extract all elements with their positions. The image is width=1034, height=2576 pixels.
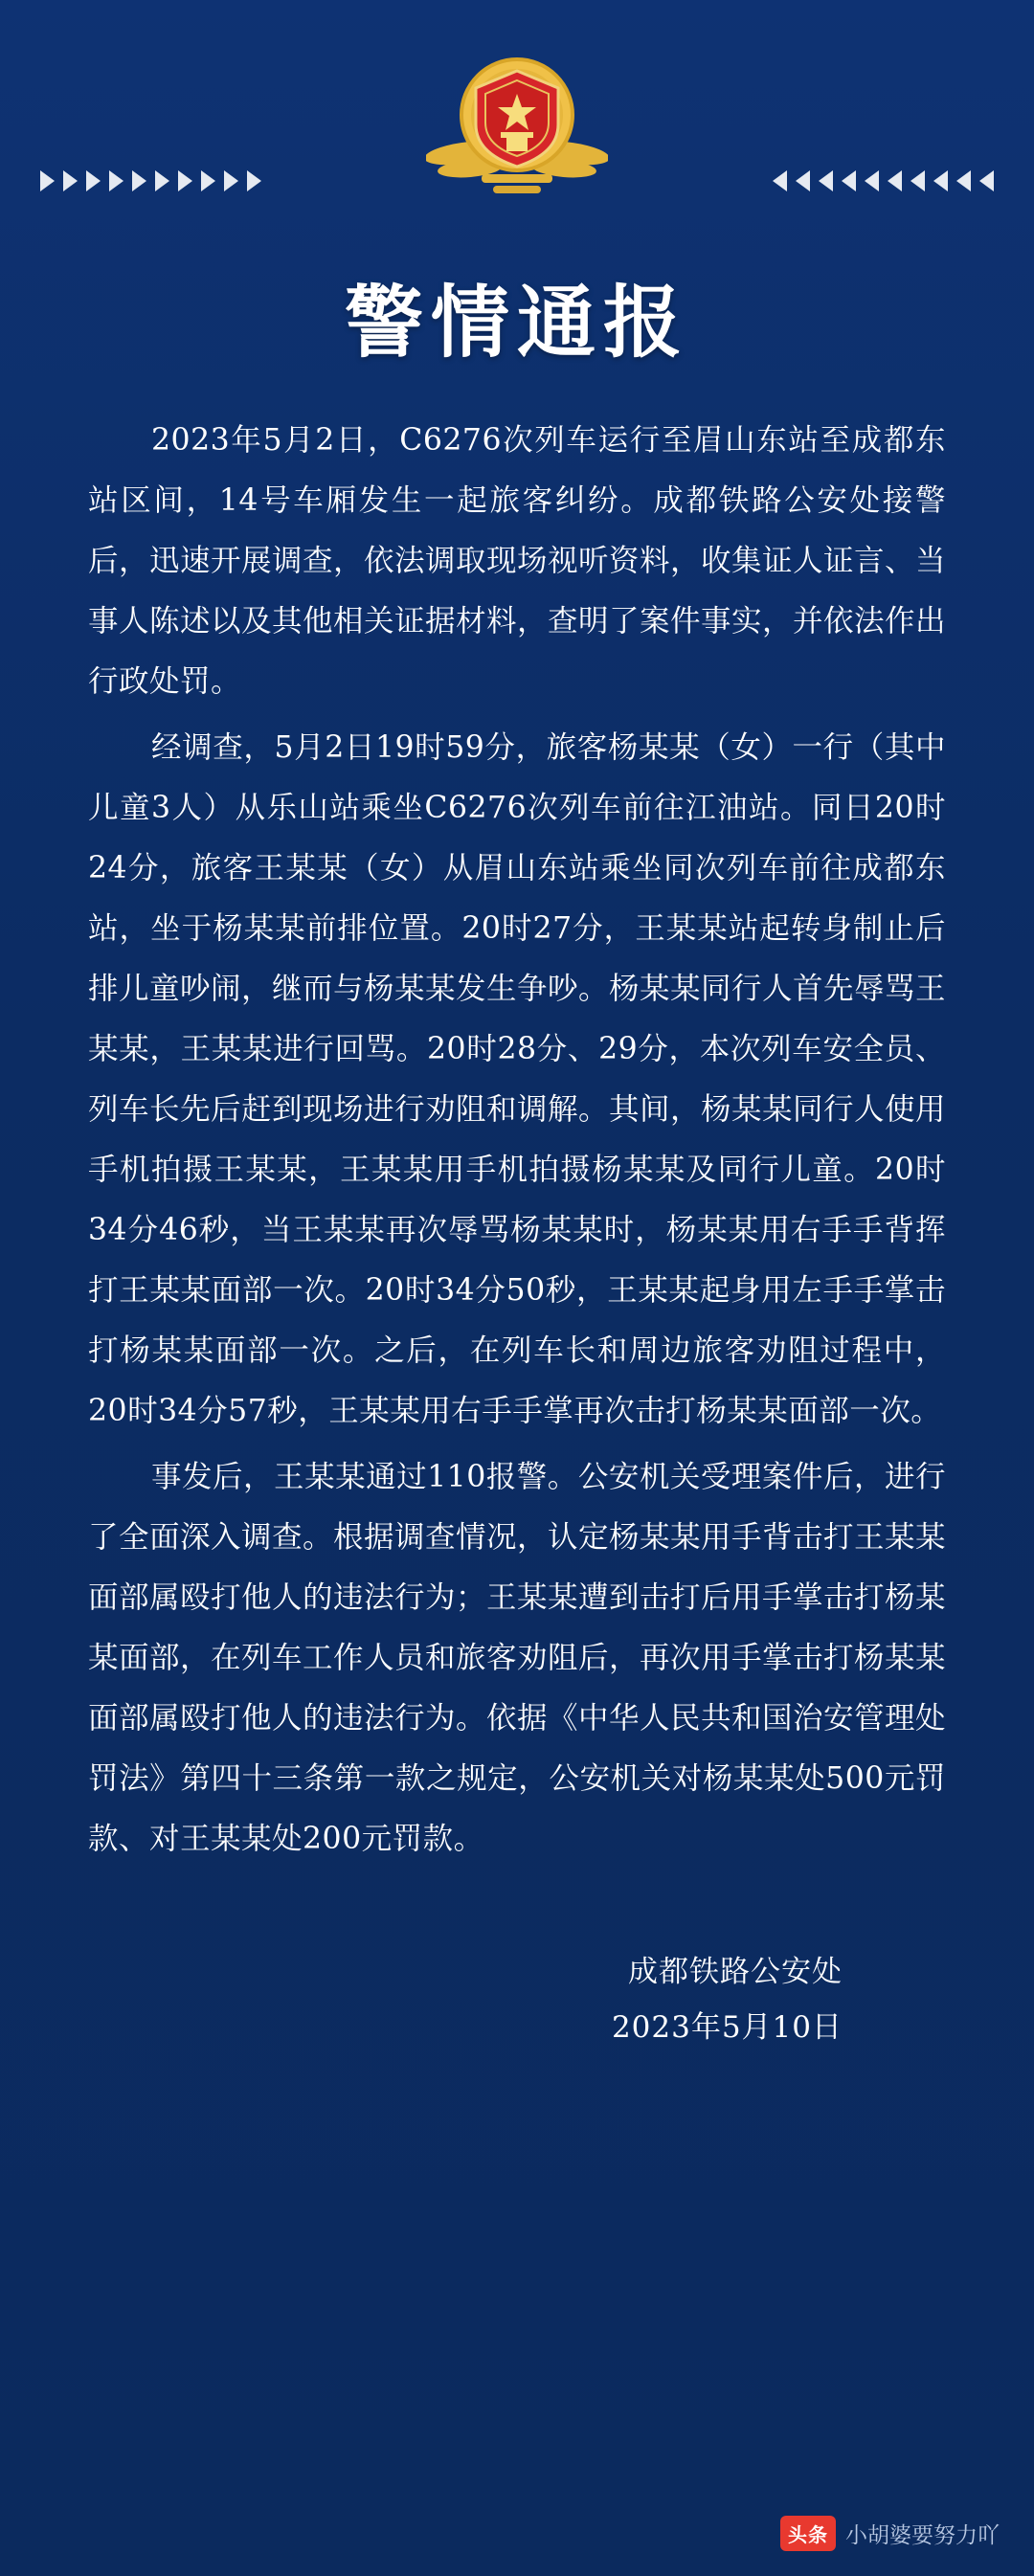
chevron-right-icon <box>247 170 261 191</box>
page-title: 警情通报 <box>344 278 689 369</box>
chevron-left-icon <box>819 170 833 191</box>
chevron-right-icon <box>178 170 192 191</box>
paragraph: 事发后，王某某通过110报警。公安机关受理案件后，进行了全面深入调查。根据调查情况，认定杨某某用手背击打王某某面部属殴打他人的违法行为；王某某遭到击打后用手掌击打杨某某面部，在列车工作人员和旅客劝阻后，再次用手掌击打杨某某面部属殴打他人的违法行为。依据《中华人民共和国治安管理处罚法》第四十三条第一款之规定，公安机关对杨某某处500元罚款、对王某某处200元罚款。 <box>88 1460 947 1856</box>
chevron-left-icon <box>956 170 971 191</box>
china-police-emblem-icon <box>426 46 608 213</box>
signature-date: 2023年5月10日 <box>611 2010 843 2045</box>
signature-issuer: 成都铁路公安处 <box>628 1955 843 1989</box>
signature-block <box>88 1944 946 2055</box>
chevron-left-icon <box>773 170 787 191</box>
chevron-decoration-left <box>40 170 261 191</box>
chevron-decoration-right <box>773 170 994 191</box>
chevron-left-icon <box>865 170 879 191</box>
chevron-right-icon <box>109 170 124 191</box>
chevron-right-icon <box>155 170 169 191</box>
chevron-left-icon <box>888 170 902 191</box>
toutiao-logo-icon <box>780 2516 836 2551</box>
chevron-right-icon <box>86 170 101 191</box>
paragraph: 2023年5月2日，C6276次列车运行至眉山东站至成都东站区间，14号车厢发生一起旅客纠纷。成都铁路公安处接警后，迅速开展调查，依法调取现场视听资料，收集证人证言、当事人陈述以及其他相关证据材料，查明了案件事实，并依法作出行政处罚。 <box>88 423 947 699</box>
document-body <box>0 411 1034 2055</box>
chevron-right-icon <box>40 170 55 191</box>
chevron-right-icon <box>224 170 238 191</box>
paragraph: 经调查，5月2日19时59分，旅客杨某某（女）一行（其中儿童3人）从乐山站乘坐C6276次列车前往江油站。同日20时24分，旅客王某某（女）从眉山东站乘坐同次列车前往成都东站，坐于杨某某前排位置。20时27分，王某某站起转身制止后排儿童吵闹，继而与杨某某发生争吵。杨某某同行人首先辱骂王某某，王某某进行回骂。20时28分、29分，本次列车安全员、列车长先后赶到现场进行劝阻和调解。其间，杨某某同行人使用手机拍摄王某某，王某某用手机拍摄杨某某及同行儿童。20时34分46秒，当王某某再次辱骂杨某某时，杨某某用右手手背挥打王某某面部一次。20时34分50秒，王某某起身用左手手掌击打杨某某面部一次。之后，在列车长和周边旅客劝阻过程中，20时34分57秒，王某某用右手手掌再次击打杨某某面部一次。 <box>88 730 947 1428</box>
chevron-right-icon <box>201 170 215 191</box>
chevron-left-icon <box>933 170 948 191</box>
author-username: 小胡婆要努力吖 <box>845 2523 1000 2548</box>
chevron-right-icon <box>63 170 78 191</box>
chevron-left-icon <box>979 170 994 191</box>
footer-watermark <box>780 2516 1000 2551</box>
chevron-right-icon <box>132 170 146 191</box>
document-header <box>0 0 1034 287</box>
chevron-left-icon <box>796 170 810 191</box>
chevron-left-icon <box>842 170 856 191</box>
platform-label: 头条 <box>788 2523 828 2546</box>
chevron-left-icon <box>910 170 925 191</box>
